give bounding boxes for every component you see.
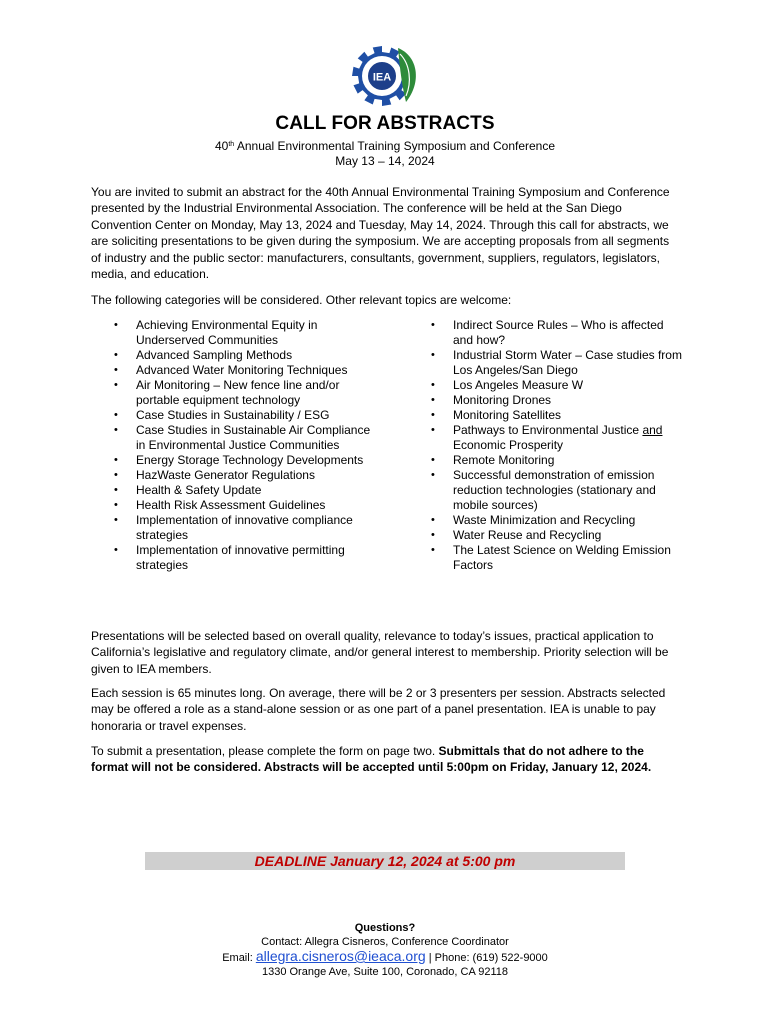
contact-line bbox=[0, 949, 770, 965]
categories-intro: The following categories will be considered. Other relevant topics are welcome: bbox=[91, 293, 512, 307]
email-link[interactable]: allegra.cisneros@ieaca.org bbox=[255, 948, 426, 964]
list-item: • Monitoring Satellites bbox=[431, 408, 562, 422]
list-item: • Monitoring Drones bbox=[431, 393, 552, 407]
event-dates: May 13 – 14, 2024 bbox=[335, 154, 435, 168]
session-paragraph: Each session is 65 minutes long. On average, there will be 2 or 3 presenters per session. Abstracts selected may be offered a role as a stand-alone session or as one part of a panel presentation. IEA is unable to pay honoraria or travel expenses. bbox=[91, 686, 666, 733]
list-item: • Los Angeles Measure W bbox=[431, 378, 584, 392]
categories-left-list bbox=[91, 318, 391, 573]
edition-number: 40 bbox=[214, 139, 229, 153]
list-item: • Implementation of innovative permitting strategies bbox=[114, 543, 345, 572]
list-item: • Achieving Environmental Equity in Underserved Communities bbox=[114, 318, 318, 347]
event-name bbox=[0, 139, 770, 154]
list-item: • Remote Monitoring bbox=[431, 453, 555, 467]
list-item: • HazWaste Generator Regulations bbox=[114, 468, 315, 482]
iea-logo bbox=[346, 42, 422, 110]
list-item: • Successful demonstration of emission reduction technologies (stationary and mobile sources) bbox=[431, 468, 656, 512]
contact-address: 1330 Orange Ave, Suite 100, Coronado, CA 92118 bbox=[261, 966, 509, 978]
categories-right-list bbox=[408, 318, 698, 573]
list-item: • Implementation of innovative compliance strategies bbox=[114, 513, 353, 542]
list-item: • Pathways to Environmental Justice and Economic Prosperity bbox=[431, 423, 663, 452]
list-item: • Advanced Sampling Methods bbox=[114, 348, 293, 362]
underlined-and: and bbox=[642, 423, 663, 437]
page-title: CALL FOR ABSTRACTS bbox=[275, 113, 495, 134]
edition-suffix: th bbox=[228, 141, 235, 148]
list-item: • Air Monitoring – New fence line and/or portable equipment technology bbox=[114, 378, 340, 407]
intro-paragraph: You are invited to submit an abstract for the 40th Annual Environmental Training Symposium and Conference presented by the Industrial Environmental Association. The conference will be held at the San Diego Convention Center on Monday, May 13, 2024 and Tuesday, May 14, 2024. Through this call for abstracts, we are soliciting presentations to be given during the symposium. We are accepting proposals from all segments of industry and the public sector: manufacturers, consultants, government, suppliers, regulators, legislators, media, and education. bbox=[91, 185, 670, 282]
logo-text: IEA bbox=[372, 71, 392, 84]
submit-text: To submit a presentation, please complete the form on page two. bbox=[91, 744, 439, 758]
questions-heading: Questions? bbox=[354, 922, 416, 934]
list-item: • Case Studies in Sustainability / ESG bbox=[114, 408, 330, 422]
selection-paragraph: Presentations will be selected based on overall quality, relevance to today’s issues, practical application to California’s legislative and regulatory climate, and/or general interest to membership. Priority selection will be given to IEA members. bbox=[91, 629, 669, 676]
event-title: Annual Environmental Training Symposium and Conference bbox=[234, 139, 556, 153]
list-item: • Health & Safety Update bbox=[114, 483, 262, 497]
contact-coordinator: Contact: Allegra Cisneros, Conference Coordinator bbox=[261, 936, 509, 948]
list-item: • The Latest Science on Welding Emission Factors bbox=[431, 543, 671, 572]
submit-warning: Submittals that do not adhere to the format will not be considered. Abstracts will be accepted until 5:00pm on Friday, January 12, 2024. bbox=[91, 744, 652, 775]
subtitle bbox=[0, 139, 770, 169]
submit-paragraph bbox=[91, 743, 681, 776]
phone-number: | Phone: (619) 522-9000 bbox=[425, 952, 548, 964]
list-item: • Energy Storage Technology Developments bbox=[114, 453, 364, 467]
deadline-banner bbox=[145, 852, 625, 870]
email-label: Email: bbox=[222, 952, 256, 964]
list-item: • Case Studies in Sustainable Air Compliance in Environmental Justice Communities bbox=[114, 423, 371, 452]
list-item: • Advanced Water Monitoring Techniques bbox=[114, 363, 348, 377]
list-item: • Health Risk Assessment Guidelines bbox=[114, 498, 326, 512]
deadline-text: DEADLINE January 12, 2024 at 5:00 pm bbox=[254, 853, 516, 869]
list-item: • Waste Minimization and Recycling bbox=[431, 513, 636, 527]
list-item: • Indirect Source Rules – Who is affected and how? bbox=[431, 318, 664, 347]
list-item: • Water Reuse and Recycling bbox=[431, 528, 602, 542]
list-item: • Industrial Storm Water – Case studies from Los Angeles/San Diego bbox=[431, 348, 682, 377]
